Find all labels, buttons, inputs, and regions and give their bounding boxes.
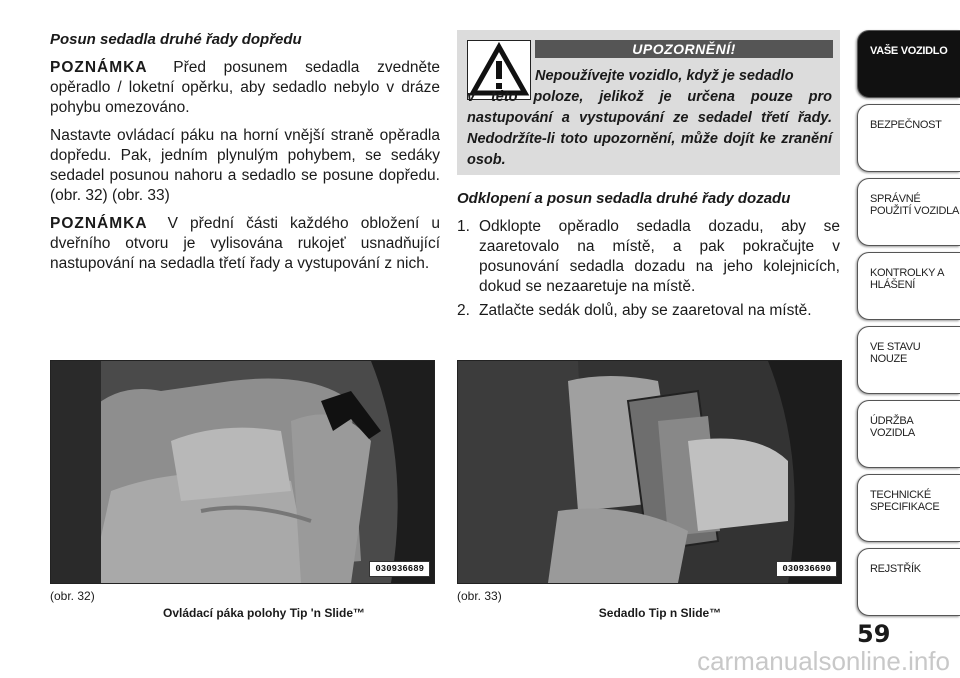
tab-rejstrik[interactable] bbox=[857, 548, 960, 616]
step-text: Odklopte opěradlo sedadla dozadu, aby se zaaretovalo na místě, a pak pokračujte v posunování sedadla dozadu na jeho kolejnicích, dokud se nezaaretuje na místě. bbox=[479, 218, 840, 295]
watermark: carmanualsonline.info bbox=[697, 646, 950, 676]
warning-box bbox=[457, 30, 840, 175]
body-paragraph: Nastavte ovládací páku na horní vnější straně opěradla dopředu. Pak, jedním plynulým pohybem, se sedáky sedadel posunou nahoru a sedadlo se posune dopředu. (obr. 32) (obr. 33) bbox=[50, 127, 440, 204]
figure-ref: (obr. 33) bbox=[457, 589, 502, 603]
tab-label: REJSTŘÍK bbox=[870, 563, 921, 575]
list-item bbox=[457, 217, 840, 297]
warning-line: v této poloze, jelikož je určena pouze pro nastupování a vystupování ze sedadel třetí řady. Nedodržíte-li toto upozornění, může dojít ke zranění osob. bbox=[467, 89, 832, 168]
tab-technicke[interactable] bbox=[857, 474, 960, 542]
figure-photo-tip-n-slide-lever bbox=[50, 360, 435, 584]
tab-label: ÚDRŽBA VOZIDLA bbox=[870, 415, 915, 439]
tab-vase-vozidlo[interactable] bbox=[857, 30, 960, 98]
tab-label: VAŠE VOZIDLO bbox=[870, 45, 948, 57]
chapter-tabs bbox=[857, 30, 960, 622]
step-number: 2. bbox=[457, 302, 470, 319]
figure-caption: Sedadlo Tip n Slide™ bbox=[598, 606, 722, 620]
tab-label: VE STAVU NOUZE bbox=[870, 341, 921, 365]
note-label: POZNÁMKA bbox=[50, 215, 148, 232]
right-column bbox=[457, 30, 840, 325]
tab-ve-stavu-nouze[interactable] bbox=[857, 326, 960, 394]
figure-ref: (obr. 32) bbox=[50, 589, 95, 603]
figure-code: 030936689 bbox=[369, 561, 430, 577]
tab-label: TECHNICKÉ SPECIFIKACE bbox=[870, 489, 940, 513]
tab-bezpecnost[interactable] bbox=[857, 104, 960, 172]
left-column bbox=[50, 30, 440, 282]
warning-line: Nepoužívejte vozidlo, když je sedadlo bbox=[535, 68, 794, 84]
note-paragraph bbox=[50, 58, 440, 118]
section-heading: Odklopení a posun sedadla druhé řady dozadu bbox=[457, 190, 791, 207]
note-paragraph bbox=[50, 214, 440, 274]
note-text: Před posunem sedadla zvedněte opěradlo / loketní opěrku, aby sedadlo nebylo v dráze pohybu omezováno. bbox=[50, 59, 440, 116]
step-number: 1. bbox=[457, 218, 470, 235]
warning-text bbox=[467, 66, 832, 171]
tab-label: KONTROLKY A HLÁŠENÍ bbox=[870, 267, 944, 291]
note-label: POZNÁMKA bbox=[50, 59, 148, 76]
tab-kontrolky[interactable] bbox=[857, 252, 960, 320]
tab-spravne-pouziti[interactable] bbox=[857, 178, 960, 246]
list-item bbox=[457, 301, 840, 321]
section-heading: Posun sedadla druhé řady dopředu bbox=[50, 31, 302, 48]
figure-code: 030936690 bbox=[776, 561, 837, 577]
figure-caption: Ovládací páka polohy Tip 'n Slide™ bbox=[162, 606, 365, 620]
steps-list bbox=[457, 217, 840, 321]
note-text: V přední části každého obložení u dveřního otvoru je vylisována rukojeť usnadňující nastupování na sedadla třetí řady a vystupování z nich. bbox=[50, 215, 440, 272]
step-text: Zatlačte sedák dolů, aby se zaaretoval na místě. bbox=[479, 302, 812, 319]
figure-photo-tip-n-slide-seat bbox=[457, 360, 842, 584]
tab-udrzba[interactable] bbox=[857, 400, 960, 468]
warning-title: UPOZORNĚNÍ! bbox=[535, 40, 833, 58]
tab-label: SPRÁVNÉ POUŽITÍ VOZIDLA bbox=[870, 193, 960, 217]
page-number: 59 bbox=[857, 620, 891, 648]
tab-label: BEZPEČNOST bbox=[870, 119, 942, 131]
